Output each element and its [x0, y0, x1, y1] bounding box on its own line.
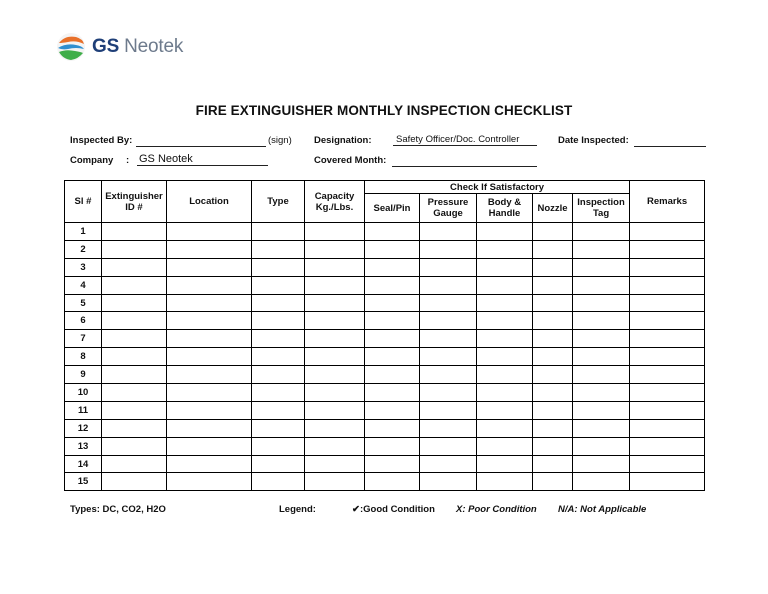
cell-type[interactable] — [252, 401, 305, 419]
cell-seal-pin[interactable] — [365, 258, 420, 276]
cell-location[interactable] — [167, 366, 252, 384]
row-number: 15 — [65, 473, 102, 491]
row-number: 9 — [65, 366, 102, 384]
row-number: 2 — [65, 240, 102, 258]
cell-seal-pin[interactable] — [365, 294, 420, 312]
cell-remarks[interactable] — [630, 223, 705, 241]
cell-inspection-tag[interactable] — [573, 330, 630, 348]
cell-ext-id[interactable] — [102, 473, 167, 491]
cell-location[interactable] — [167, 473, 252, 491]
cell-body-handle[interactable] — [477, 348, 533, 366]
cell-seal-pin[interactable] — [365, 437, 420, 455]
cell-nozzle[interactable] — [533, 240, 573, 258]
page-title: FIRE EXTINGUISHER MONTHLY INSPECTION CHECKLIST — [195, 103, 573, 118]
cell-remarks[interactable] — [630, 419, 705, 437]
cell-ext-id[interactable] — [102, 366, 167, 384]
cell-nozzle[interactable] — [533, 455, 573, 473]
cell-pressure-gauge[interactable] — [420, 223, 477, 241]
header-sl: Sl # — [65, 181, 102, 223]
cell-nozzle[interactable] — [533, 384, 573, 402]
cell-pressure-gauge[interactable] — [420, 276, 477, 294]
cell-location[interactable] — [167, 348, 252, 366]
cell-capacity[interactable] — [305, 401, 365, 419]
cell-location[interactable] — [167, 258, 252, 276]
cell-pressure-gauge[interactable] — [420, 330, 477, 348]
company-field[interactable]: GS Neotek — [137, 154, 268, 166]
cell-type[interactable] — [252, 258, 305, 276]
cell-remarks[interactable] — [630, 312, 705, 330]
cell-capacity[interactable] — [305, 276, 365, 294]
table-row — [65, 276, 705, 294]
cell-nozzle[interactable] — [533, 294, 573, 312]
table-row — [65, 294, 705, 312]
cell-ext-id[interactable] — [102, 348, 167, 366]
cell-location[interactable] — [167, 312, 252, 330]
cell-nozzle[interactable] — [533, 223, 573, 241]
cell-capacity[interactable] — [305, 419, 365, 437]
table-row — [65, 240, 705, 258]
cell-body-handle[interactable] — [477, 366, 533, 384]
header-inspection-tag: Inspection Tag — [573, 194, 630, 223]
cell-capacity[interactable] — [305, 240, 365, 258]
cell-seal-pin[interactable] — [365, 401, 420, 419]
cell-pressure-gauge[interactable] — [420, 294, 477, 312]
cell-ext-id[interactable] — [102, 276, 167, 294]
cell-inspection-tag[interactable] — [573, 384, 630, 402]
cell-seal-pin[interactable] — [365, 366, 420, 384]
cell-capacity[interactable] — [305, 348, 365, 366]
cell-seal-pin[interactable] — [365, 223, 420, 241]
header-capacity: Capacity Kg./Lbs. — [305, 181, 365, 223]
cell-inspection-tag[interactable] — [573, 240, 630, 258]
cell-inspection-tag[interactable] — [573, 437, 630, 455]
cell-remarks[interactable] — [630, 401, 705, 419]
cell-nozzle[interactable] — [533, 276, 573, 294]
table-row — [65, 348, 705, 366]
cell-remarks[interactable] — [630, 258, 705, 276]
cell-remarks[interactable] — [630, 240, 705, 258]
cell-body-handle[interactable] — [477, 240, 533, 258]
cell-pressure-gauge[interactable] — [420, 419, 477, 437]
cell-location[interactable] — [167, 419, 252, 437]
cell-capacity[interactable] — [305, 437, 365, 455]
cell-inspection-tag[interactable] — [573, 258, 630, 276]
brand-bold: GS — [92, 36, 120, 57]
cell-body-handle[interactable] — [477, 294, 533, 312]
header-extinguisher-id: Extinguisher ID # — [102, 181, 167, 223]
table-row — [65, 330, 705, 348]
cell-location[interactable] — [167, 294, 252, 312]
cell-type[interactable] — [252, 455, 305, 473]
cell-body-handle[interactable] — [477, 312, 533, 330]
cell-type[interactable] — [252, 240, 305, 258]
inspected-by-field[interactable] — [136, 135, 266, 147]
company-colon: : — [126, 155, 130, 166]
cell-body-handle[interactable] — [477, 223, 533, 241]
cell-seal-pin[interactable] — [365, 419, 420, 437]
row-number: 1 — [65, 223, 102, 241]
cell-pressure-gauge[interactable] — [420, 384, 477, 402]
cell-inspection-tag[interactable] — [573, 223, 630, 241]
table-row — [65, 223, 705, 241]
header-seal-pin: Seal/Pin — [365, 194, 420, 223]
cell-nozzle[interactable] — [533, 330, 573, 348]
gs-globe-icon — [56, 32, 86, 62]
header-check-group: Check If Satisfactory — [365, 181, 630, 194]
cell-seal-pin[interactable] — [365, 312, 420, 330]
table-row — [65, 366, 705, 384]
cell-inspection-tag[interactable] — [573, 294, 630, 312]
cell-ext-id[interactable] — [102, 258, 167, 276]
cell-type[interactable] — [252, 276, 305, 294]
cell-ext-id[interactable] — [102, 401, 167, 419]
cell-ext-id[interactable] — [102, 223, 167, 241]
cell-location[interactable] — [167, 401, 252, 419]
cell-nozzle[interactable] — [533, 366, 573, 384]
cell-remarks[interactable] — [630, 348, 705, 366]
cell-pressure-gauge[interactable] — [420, 455, 477, 473]
cell-location[interactable] — [167, 276, 252, 294]
cell-pressure-gauge[interactable] — [420, 240, 477, 258]
cell-inspection-tag[interactable] — [573, 455, 630, 473]
legend-na: N/A: Not Applicable — [558, 504, 647, 515]
table-row — [65, 258, 705, 276]
table-row — [65, 473, 705, 491]
cell-location[interactable] — [167, 330, 252, 348]
cell-nozzle[interactable] — [533, 473, 573, 491]
cell-remarks[interactable] — [630, 437, 705, 455]
cell-capacity[interactable] — [305, 258, 365, 276]
cell-body-handle[interactable] — [477, 401, 533, 419]
cell-pressure-gauge[interactable] — [420, 258, 477, 276]
types-note: Types: DC, CO2, H2O — [70, 504, 166, 515]
cell-inspection-tag[interactable] — [573, 348, 630, 366]
inspection-table — [64, 180, 705, 491]
cell-capacity[interactable] — [305, 473, 365, 491]
table-row — [65, 437, 705, 455]
cell-nozzle[interactable] — [533, 401, 573, 419]
table-row — [65, 419, 705, 437]
row-number: 5 — [65, 294, 102, 312]
cell-location[interactable] — [167, 437, 252, 455]
cell-ext-id[interactable] — [102, 294, 167, 312]
cell-type[interactable] — [252, 419, 305, 437]
cell-ext-id[interactable] — [102, 330, 167, 348]
row-number: 14 — [65, 455, 102, 473]
cell-inspection-tag[interactable] — [573, 366, 630, 384]
cell-remarks[interactable] — [630, 276, 705, 294]
row-number: 13 — [65, 437, 102, 455]
header-pressure-gauge: Pressure Gauge — [420, 194, 477, 223]
cell-body-handle[interactable] — [477, 437, 533, 455]
row-number: 8 — [65, 348, 102, 366]
designation-label: Designation: — [314, 135, 372, 146]
cell-ext-id[interactable] — [102, 312, 167, 330]
cell-type[interactable] — [252, 437, 305, 455]
cell-seal-pin[interactable] — [365, 348, 420, 366]
cell-inspection-tag[interactable] — [573, 473, 630, 491]
cell-type[interactable] — [252, 294, 305, 312]
legend-label: Legend: — [279, 504, 316, 515]
row-number: 11 — [65, 401, 102, 419]
check-mark-icon: ✔ — [352, 504, 360, 515]
cell-type[interactable] — [252, 312, 305, 330]
cell-seal-pin[interactable] — [365, 473, 420, 491]
cell-type[interactable] — [252, 348, 305, 366]
cell-pressure-gauge[interactable] — [420, 366, 477, 384]
cell-inspection-tag[interactable] — [573, 401, 630, 419]
cell-seal-pin[interactable] — [365, 276, 420, 294]
cell-remarks[interactable] — [630, 473, 705, 491]
header-remarks: Remarks — [630, 181, 705, 223]
brand-light: Neotek — [124, 36, 184, 57]
cell-body-handle[interactable] — [477, 258, 533, 276]
date-inspected-field[interactable] — [634, 135, 706, 147]
designation-field[interactable]: Safety Officer/Doc. Controller — [393, 134, 537, 146]
covered-month-field[interactable] — [392, 155, 537, 167]
table-row — [65, 455, 705, 473]
header-nozzle: Nozzle — [533, 194, 573, 223]
cell-nozzle[interactable] — [533, 258, 573, 276]
row-number: 10 — [65, 384, 102, 402]
company-name — [92, 36, 183, 58]
cell-nozzle[interactable] — [533, 348, 573, 366]
cell-ext-id[interactable] — [102, 384, 167, 402]
legend-good — [352, 504, 435, 515]
cell-inspection-tag[interactable] — [573, 419, 630, 437]
cell-seal-pin[interactable] — [365, 330, 420, 348]
cell-seal-pin[interactable] — [365, 240, 420, 258]
row-number: 7 — [65, 330, 102, 348]
company-logo — [56, 32, 183, 62]
cell-capacity[interactable] — [305, 294, 365, 312]
cell-location[interactable] — [167, 223, 252, 241]
cell-capacity[interactable] — [305, 455, 365, 473]
cell-pressure-gauge[interactable] — [420, 348, 477, 366]
cell-type[interactable] — [252, 473, 305, 491]
cell-type[interactable] — [252, 366, 305, 384]
cell-capacity[interactable] — [305, 223, 365, 241]
cell-ext-id[interactable] — [102, 437, 167, 455]
table-row — [65, 401, 705, 419]
header-type: Type — [252, 181, 305, 223]
legend-good-text: :Good Condition — [359, 504, 435, 515]
cell-type[interactable] — [252, 330, 305, 348]
cell-pressure-gauge[interactable] — [420, 437, 477, 455]
cell-remarks[interactable] — [630, 330, 705, 348]
row-number: 6 — [65, 312, 102, 330]
cell-body-handle[interactable] — [477, 330, 533, 348]
cell-nozzle[interactable] — [533, 419, 573, 437]
cell-type[interactable] — [252, 384, 305, 402]
cell-pressure-gauge[interactable] — [420, 473, 477, 491]
cell-pressure-gauge[interactable] — [420, 312, 477, 330]
cell-remarks[interactable] — [630, 294, 705, 312]
cell-remarks[interactable] — [630, 366, 705, 384]
header-location: Location — [167, 181, 252, 223]
header-body-handle: Body & Handle — [477, 194, 533, 223]
row-number: 12 — [65, 419, 102, 437]
cell-nozzle[interactable] — [533, 437, 573, 455]
cell-capacity[interactable] — [305, 312, 365, 330]
cell-capacity[interactable] — [305, 366, 365, 384]
company-label: Company — [70, 155, 114, 166]
cell-body-handle[interactable] — [477, 455, 533, 473]
sign-label: (sign) — [268, 135, 292, 146]
cell-location[interactable] — [167, 240, 252, 258]
cell-inspection-tag[interactable] — [573, 312, 630, 330]
row-number: 4 — [65, 276, 102, 294]
cell-nozzle[interactable] — [533, 312, 573, 330]
cell-body-handle[interactable] — [477, 473, 533, 491]
cell-pressure-gauge[interactable] — [420, 401, 477, 419]
inspected-by-label: Inspected By: — [70, 135, 133, 146]
cell-location[interactable] — [167, 455, 252, 473]
cell-body-handle[interactable] — [477, 384, 533, 402]
cell-capacity[interactable] — [305, 330, 365, 348]
cell-body-handle[interactable] — [477, 276, 533, 294]
row-number: 3 — [65, 258, 102, 276]
cell-seal-pin[interactable] — [365, 384, 420, 402]
cell-remarks[interactable] — [630, 384, 705, 402]
date-inspected-label: Date Inspected: — [558, 135, 629, 146]
cell-ext-id[interactable] — [102, 419, 167, 437]
table-row — [65, 384, 705, 402]
cell-capacity[interactable] — [305, 384, 365, 402]
legend-poor: X: Poor Condition — [456, 504, 537, 515]
covered-month-label: Covered Month: — [314, 155, 387, 166]
cell-type[interactable] — [252, 223, 305, 241]
cell-inspection-tag[interactable] — [573, 276, 630, 294]
table-row — [65, 312, 705, 330]
cell-seal-pin[interactable] — [365, 455, 420, 473]
cell-remarks[interactable] — [630, 455, 705, 473]
cell-body-handle[interactable] — [477, 419, 533, 437]
cell-location[interactable] — [167, 384, 252, 402]
cell-ext-id[interactable] — [102, 455, 167, 473]
cell-ext-id[interactable] — [102, 240, 167, 258]
